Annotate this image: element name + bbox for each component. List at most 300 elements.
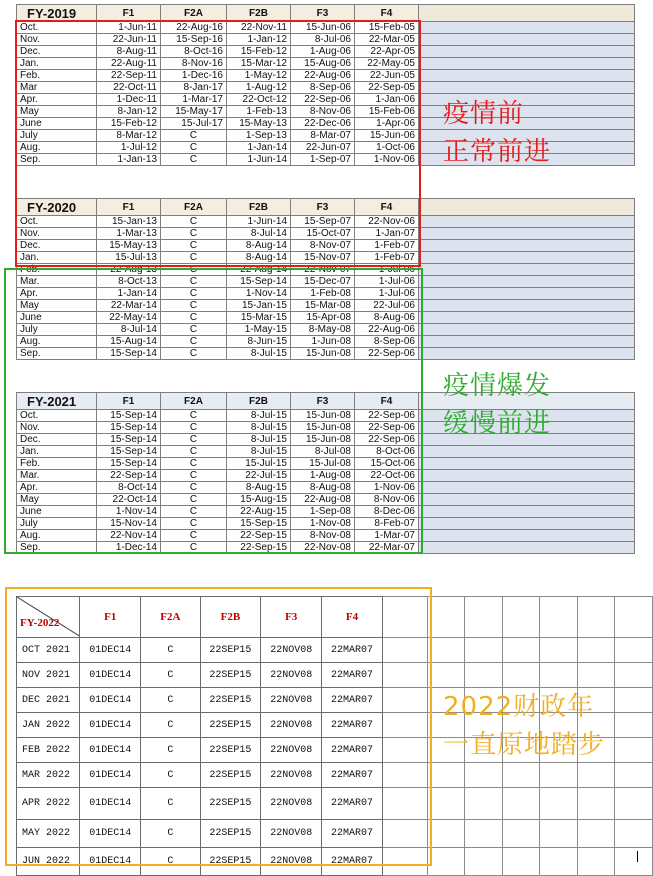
empty-cell: [419, 506, 635, 518]
empty-cell: [502, 763, 540, 788]
month-cell: Nov.: [17, 34, 97, 46]
date-cell: 8-Jul-06: [291, 34, 355, 46]
date-cell: 8-Feb-07: [355, 518, 419, 530]
column-header: F2B: [200, 597, 261, 638]
date-cell: 8-Nov-16: [161, 58, 227, 70]
month-cell: FEB 2022: [17, 738, 80, 763]
date-cell: 22-Mar-05: [355, 34, 419, 46]
date-cell: 15-Sep-07: [291, 216, 355, 228]
date-cell: 1-Jan-07: [355, 228, 419, 240]
date-cell: 22-Sep-06: [355, 410, 419, 422]
empty-cell: [419, 482, 635, 494]
date-cell: 8-Oct-13: [97, 276, 161, 288]
date-cell: C: [161, 130, 227, 142]
date-cell: 15-May-13: [227, 118, 291, 130]
date-cell: 15-Jul-13: [97, 252, 161, 264]
date-cell: 1-Aug-08: [291, 470, 355, 482]
empty-cell: [577, 597, 615, 638]
date-cell: 15-Feb-05: [355, 22, 419, 34]
date-cell: 15-Jul-15: [227, 458, 291, 470]
date-cell: 15-Sep-15: [227, 518, 291, 530]
date-cell: 8-Jan-12: [97, 106, 161, 118]
date-cell: 1-Jan-06: [355, 94, 419, 106]
empty-cell: [419, 446, 635, 458]
date-cell: 22-Aug-06: [355, 324, 419, 336]
month-cell: Oct.: [17, 216, 97, 228]
date-cell: 01DEC14: [80, 738, 141, 763]
empty-cell: [427, 848, 465, 876]
column-header: F2A: [161, 393, 227, 410]
fiscal-year-title: FY-2019: [17, 5, 97, 22]
empty-cell: [615, 597, 653, 638]
date-cell: 1-Mar-13: [97, 228, 161, 240]
date-cell: 01DEC14: [80, 688, 141, 713]
pre-pandemic-note: [443, 95, 551, 171]
date-cell: C: [161, 530, 227, 542]
date-cell: 1-Jan-12: [227, 34, 291, 46]
month-cell: MAY 2022: [17, 820, 80, 848]
empty-cell: [615, 848, 653, 876]
date-cell: 15-Apr-08: [291, 312, 355, 324]
empty-cell: [465, 848, 503, 876]
empty-cell: [419, 5, 635, 22]
date-cell: 8-Jul-15: [227, 410, 291, 422]
empty-cell: [502, 788, 540, 820]
month-cell: Mar.: [17, 470, 97, 482]
date-cell: 15-Mar-12: [227, 58, 291, 70]
date-cell: 15-Jun-08: [291, 422, 355, 434]
date-cell: 01DEC14: [80, 763, 141, 788]
date-cell: C: [141, 788, 200, 820]
month-cell: July: [17, 518, 97, 530]
month-cell: Aug.: [17, 142, 97, 154]
column-header: F2A: [141, 597, 200, 638]
date-cell: C: [141, 638, 200, 663]
header-row: [17, 5, 635, 22]
month-cell: Dec.: [17, 434, 97, 446]
date-cell: 22NOV08: [261, 713, 322, 738]
empty-cell: [419, 348, 635, 360]
date-cell: C: [161, 228, 227, 240]
empty-cell: [427, 763, 465, 788]
date-cell: 8-Oct-16: [161, 46, 227, 58]
date-cell: 1-Dec-16: [161, 70, 227, 82]
column-header: F3: [261, 597, 322, 638]
empty-cell: [419, 199, 635, 216]
empty-cell: [419, 58, 635, 70]
month-cell: JAN 2022: [17, 713, 80, 738]
month-cell: Sep.: [17, 348, 97, 360]
date-cell: 22-Aug-16: [161, 22, 227, 34]
date-cell: C: [161, 494, 227, 506]
date-cell: 8-Nov-08: [291, 530, 355, 542]
date-cell: 22MAR07: [322, 820, 383, 848]
date-cell: 22SEP15: [200, 788, 261, 820]
month-cell: July: [17, 130, 97, 142]
empty-cell: [615, 763, 653, 788]
date-cell: 1-Jan-14: [227, 142, 291, 154]
date-cell: C: [161, 264, 227, 276]
column-header: F4: [322, 597, 383, 638]
empty-cell: [419, 494, 635, 506]
date-cell: 1-Feb-07: [355, 240, 419, 252]
date-cell: 8-Mar-07: [291, 130, 355, 142]
month-cell: Nov.: [17, 228, 97, 240]
date-cell: 22-Nov-14: [97, 530, 161, 542]
date-cell: 22-Aug-15: [227, 506, 291, 518]
date-cell: 22-Jul-15: [227, 470, 291, 482]
empty-cell: [419, 216, 635, 228]
month-cell: JUN 2022: [17, 848, 80, 876]
month-cell: June: [17, 506, 97, 518]
date-cell: 8-Jul-14: [97, 324, 161, 336]
date-cell: 22-Sep-06: [291, 94, 355, 106]
empty-cell: [419, 70, 635, 82]
empty-cell: [502, 597, 540, 638]
date-cell: 22-Oct-11: [97, 82, 161, 94]
pandemic-note-line2: 缓慢前进: [443, 409, 552, 439]
empty-cell: [419, 264, 635, 276]
date-cell: 22NOV08: [261, 848, 322, 876]
date-cell: 22MAR07: [322, 738, 383, 763]
date-cell: 1-Feb-07: [355, 252, 419, 264]
date-cell: 22-Nov-07: [291, 264, 355, 276]
date-cell: 22-May-05: [355, 58, 419, 70]
month-cell: Oct.: [17, 22, 97, 34]
date-cell: 22-May-14: [97, 312, 161, 324]
date-cell: 1-Jun-14: [227, 216, 291, 228]
month-cell: Jan.: [17, 446, 97, 458]
date-cell: 8-Nov-06: [355, 494, 419, 506]
date-cell: 22SEP15: [200, 638, 261, 663]
date-cell: 8-Aug-08: [291, 482, 355, 494]
date-cell: 22-Mar-07: [355, 542, 419, 554]
month-cell: MAR 2022: [17, 763, 80, 788]
date-cell: 8-Aug-15: [227, 482, 291, 494]
date-cell: 15-Sep-14: [97, 434, 161, 446]
column-header: F2B: [227, 199, 291, 216]
empty-cell: [427, 597, 465, 638]
date-cell: 15-Sep-14: [97, 348, 161, 360]
fy2022-highlight-box: [5, 587, 432, 866]
month-cell: Dec.: [17, 46, 97, 58]
empty-cell: [540, 788, 578, 820]
column-header: F1: [97, 393, 161, 410]
date-cell: 22-Sep-06: [355, 434, 419, 446]
date-cell: 22-Sep-05: [355, 82, 419, 94]
date-cell: 1-Mar-07: [355, 530, 419, 542]
fiscal-year-title: FY-2021: [17, 393, 97, 410]
date-cell: 15-Sep-14: [97, 422, 161, 434]
date-cell: 22-Jun-11: [97, 34, 161, 46]
empty-cell: [419, 518, 635, 530]
date-cell: 15-Feb-12: [227, 46, 291, 58]
date-cell: C: [161, 446, 227, 458]
empty-cell: [502, 848, 540, 876]
empty-cell: [427, 663, 465, 688]
month-cell: June: [17, 312, 97, 324]
date-cell: 22MAR07: [322, 688, 383, 713]
date-cell: 22-Jul-06: [355, 300, 419, 312]
date-cell: 22-Sep-06: [355, 348, 419, 360]
empty-cell: [577, 663, 615, 688]
month-cell: Dec.: [17, 240, 97, 252]
date-cell: 22-Oct-12: [227, 94, 291, 106]
month-cell: Sep.: [17, 542, 97, 554]
date-cell: 8-Mar-12: [97, 130, 161, 142]
empty-cell: [419, 276, 635, 288]
date-cell: 8-Oct-14: [97, 482, 161, 494]
column-header: F2B: [227, 5, 291, 22]
date-cell: 15-Sep-16: [161, 34, 227, 46]
date-cell: 1-Dec-14: [97, 542, 161, 554]
month-cell: Mar: [17, 82, 97, 94]
date-cell: 22-Nov-11: [227, 22, 291, 34]
date-cell: 22-Oct-14: [97, 494, 161, 506]
month-cell: July: [17, 324, 97, 336]
date-cell: 8-Aug-14: [227, 240, 291, 252]
empty-cell: [465, 788, 503, 820]
date-cell: 15-Sep-14: [97, 458, 161, 470]
fy2022-note-line2: 一直原地踏步: [443, 730, 606, 760]
date-cell: 22-Sep-15: [227, 530, 291, 542]
text-cursor: [637, 851, 638, 862]
date-cell: 1-Mar-17: [161, 94, 227, 106]
date-cell: 15-Jan-15: [227, 300, 291, 312]
date-cell: 8-Jun-15: [227, 336, 291, 348]
empty-cell: [615, 688, 653, 713]
column-header: F1: [97, 5, 161, 22]
empty-cell: [419, 336, 635, 348]
month-cell: Jan.: [17, 252, 97, 264]
month-cell: Oct.: [17, 410, 97, 422]
date-cell: 1-Jul-12: [97, 142, 161, 154]
date-cell: C: [141, 848, 200, 876]
date-cell: C: [161, 434, 227, 446]
date-cell: C: [161, 300, 227, 312]
date-cell: C: [161, 312, 227, 324]
date-cell: 15-Jun-08: [291, 348, 355, 360]
empty-cell: [615, 820, 653, 848]
date-cell: 22SEP15: [200, 848, 261, 876]
column-header: F2A: [161, 199, 227, 216]
column-header: F4: [355, 393, 419, 410]
date-cell: 22-Aug-13: [97, 264, 161, 276]
date-cell: 22NOV08: [261, 638, 322, 663]
date-cell: 22MAR07: [322, 663, 383, 688]
date-cell: 1-Nov-06: [355, 482, 419, 494]
date-cell: 15-Mar-08: [291, 300, 355, 312]
empty-cell: [615, 638, 653, 663]
empty-cell: [465, 820, 503, 848]
month-cell: June: [17, 118, 97, 130]
date-cell: 15-Jun-06: [355, 130, 419, 142]
date-cell: 1-Apr-06: [355, 118, 419, 130]
date-cell: C: [161, 336, 227, 348]
date-cell: 15-Jun-08: [291, 410, 355, 422]
empty-cell: [419, 288, 635, 300]
date-cell: 22MAR07: [322, 848, 383, 876]
date-cell: 8-Dec-06: [355, 506, 419, 518]
empty-cell: [540, 638, 578, 663]
date-cell: C: [161, 276, 227, 288]
fy2022-note-line1: 2022财政年: [443, 692, 595, 722]
pandemic-note: [443, 367, 551, 443]
date-cell: 15-Aug-14: [97, 336, 161, 348]
date-cell: C: [161, 506, 227, 518]
date-cell: 22NOV08: [261, 688, 322, 713]
pandemic-note-line1: 疫情爆发: [443, 371, 552, 401]
date-cell: 8-Jul-14: [227, 228, 291, 240]
column-header: F4: [355, 199, 419, 216]
empty-cell: [502, 638, 540, 663]
date-cell: C: [161, 542, 227, 554]
date-cell: C: [161, 154, 227, 166]
date-cell: 22NOV08: [261, 820, 322, 848]
date-cell: 1-Sep-07: [291, 154, 355, 166]
date-cell: 15-Nov-14: [97, 518, 161, 530]
date-cell: 22SEP15: [200, 713, 261, 738]
date-cell: C: [141, 738, 200, 763]
date-cell: 8-Jul-15: [227, 446, 291, 458]
column-header: F3: [291, 393, 355, 410]
month-cell: Aug.: [17, 336, 97, 348]
empty-cell: [419, 324, 635, 336]
date-cell: 22SEP15: [200, 763, 261, 788]
date-cell: C: [161, 410, 227, 422]
date-cell: 01DEC14: [80, 638, 141, 663]
empty-cell: [540, 820, 578, 848]
month-cell: Feb.: [17, 264, 97, 276]
column-header: F2B: [227, 393, 291, 410]
date-cell: 8-Oct-06: [355, 446, 419, 458]
date-cell: 01DEC14: [80, 713, 141, 738]
date-cell: 15-Nov-07: [291, 252, 355, 264]
fy2022-note: [443, 688, 605, 764]
column-header: F3: [291, 199, 355, 216]
date-cell: 1-Feb-13: [227, 106, 291, 118]
date-cell: 15-Sep-14: [97, 446, 161, 458]
empty-cell: [615, 738, 653, 763]
date-cell: 1-Dec-11: [97, 94, 161, 106]
date-cell: C: [161, 288, 227, 300]
month-cell: Mar.: [17, 276, 97, 288]
month-cell: NOV 2021: [17, 663, 80, 688]
date-cell: 15-May-13: [97, 240, 161, 252]
date-cell: 1-Nov-06: [355, 154, 419, 166]
date-cell: 22-Jun-05: [355, 70, 419, 82]
date-cell: 22-Sep-11: [97, 70, 161, 82]
date-cell: C: [161, 240, 227, 252]
date-cell: C: [141, 663, 200, 688]
empty-cell: [419, 312, 635, 324]
month-cell: Nov.: [17, 422, 97, 434]
date-cell: 15-Jun-08: [291, 434, 355, 446]
date-cell: 8-Jan-17: [161, 82, 227, 94]
date-cell: 15-Oct-06: [355, 458, 419, 470]
date-cell: 1-Sep-13: [227, 130, 291, 142]
empty-cell: [615, 663, 653, 688]
date-cell: 01DEC14: [80, 663, 141, 688]
date-cell: 22SEP15: [200, 688, 261, 713]
date-cell: 1-Aug-12: [227, 82, 291, 94]
date-cell: 22-Mar-14: [97, 300, 161, 312]
empty-cell: [419, 46, 635, 58]
column-header: F3: [291, 5, 355, 22]
date-cell: 15-Oct-07: [291, 228, 355, 240]
empty-cell: [419, 530, 635, 542]
pre-pandemic-highlight-box: [15, 20, 421, 267]
date-cell: 8-Jul-15: [227, 434, 291, 446]
date-cell: 15-Sep-14: [227, 276, 291, 288]
empty-cell: [419, 252, 635, 264]
date-cell: 8-Jul-08: [291, 446, 355, 458]
date-cell: 1-Sep-08: [291, 506, 355, 518]
month-cell: May: [17, 106, 97, 118]
date-cell: 22-Oct-06: [355, 470, 419, 482]
date-cell: 1-Jul-06: [355, 288, 419, 300]
month-cell: Apr.: [17, 94, 97, 106]
date-cell: 22-Apr-05: [355, 46, 419, 58]
empty-cell: [540, 848, 578, 876]
date-cell: 22NOV08: [261, 763, 322, 788]
date-cell: 22-Aug-06: [291, 70, 355, 82]
empty-cell: [540, 597, 578, 638]
month-cell: Aug.: [17, 530, 97, 542]
date-cell: 1-Jul-06: [355, 276, 419, 288]
date-cell: 8-Sep-06: [355, 336, 419, 348]
month-cell: OCT 2021: [17, 638, 80, 663]
date-cell: C: [161, 348, 227, 360]
date-cell: 1-Jun-14: [227, 154, 291, 166]
date-cell: C: [161, 324, 227, 336]
date-cell: 22-Sep-14: [97, 470, 161, 482]
date-cell: 22-Dec-06: [291, 118, 355, 130]
date-cell: 8-May-08: [291, 324, 355, 336]
month-cell: DEC 2021: [17, 688, 80, 713]
month-cell: Feb.: [17, 458, 97, 470]
empty-cell: [577, 638, 615, 663]
empty-cell: [465, 597, 503, 638]
empty-cell: [577, 788, 615, 820]
empty-cell: [427, 820, 465, 848]
date-cell: C: [141, 763, 200, 788]
date-cell: 22MAR07: [322, 713, 383, 738]
date-cell: 8-Nov-06: [291, 106, 355, 118]
date-cell: 1-May-15: [227, 324, 291, 336]
date-cell: 15-Aug-15: [227, 494, 291, 506]
date-cell: 1-Jul-06: [355, 264, 419, 276]
empty-cell: [465, 663, 503, 688]
empty-cell: [419, 22, 635, 34]
date-cell: 22SEP15: [200, 663, 261, 688]
date-cell: 8-Nov-07: [291, 240, 355, 252]
date-cell: 1-Aug-06: [291, 46, 355, 58]
column-header: F4: [355, 5, 419, 22]
column-header: F1: [80, 597, 141, 638]
month-cell: Sep.: [17, 154, 97, 166]
date-cell: 22-Aug-08: [291, 494, 355, 506]
date-cell: 22-Aug-14: [227, 264, 291, 276]
empty-cell: [540, 663, 578, 688]
empty-cell: [427, 788, 465, 820]
date-cell: C: [161, 422, 227, 434]
date-cell: 22MAR07: [322, 788, 383, 820]
month-cell: Apr.: [17, 288, 97, 300]
date-cell: 8-Aug-14: [227, 252, 291, 264]
empty-cell: [615, 788, 653, 820]
column-header: F1: [97, 199, 161, 216]
